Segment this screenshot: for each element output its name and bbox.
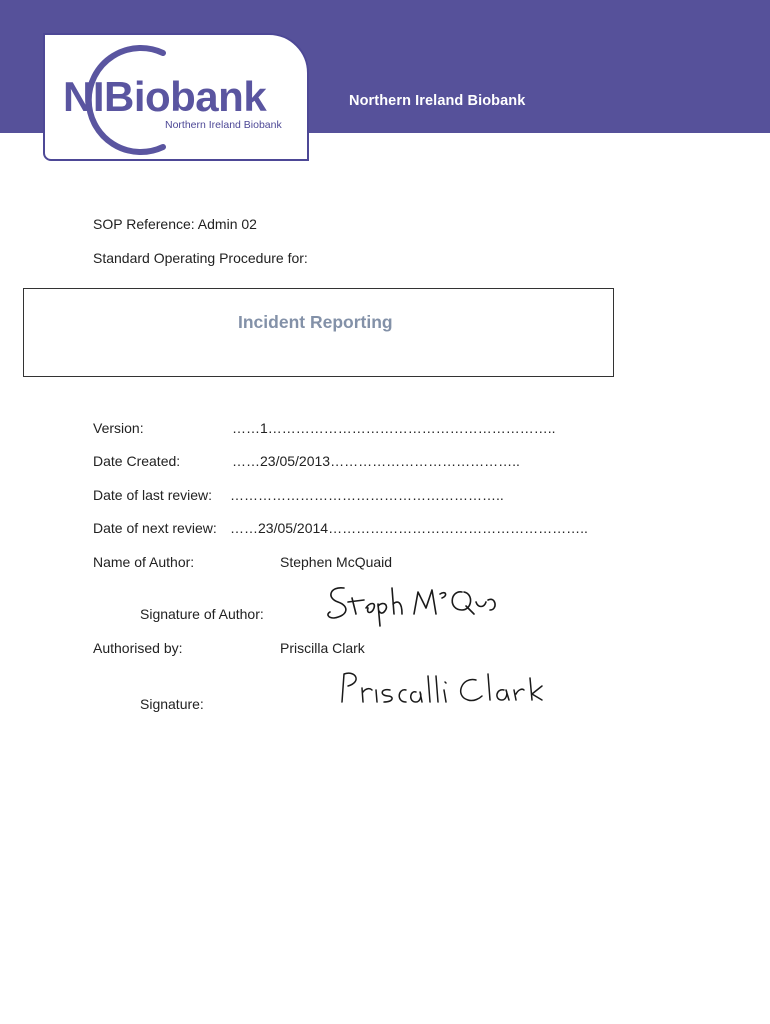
logo [43,33,309,161]
procedure-title: Incident Reporting [238,312,393,332]
next-review-value: ……23/05/2014……………………………………………….. [230,520,588,536]
author-signature-icon [322,580,497,630]
logo-subtitle: Northern Ireland Biobank [165,119,282,131]
procedure-label: Standard Operating Procedure for: [93,250,308,266]
date-created-value: ……23/05/2013………………………………….. [232,453,520,469]
authorised-label: Authorised by: [93,640,183,656]
author-label: Name of Author: [93,554,195,570]
logo-wordmark: NIBiobank [63,73,267,120]
author-signature-label: Signature of Author: [140,606,264,622]
author-name: Stephen McQuaid [280,554,393,570]
version-value: ……1…………………………………………………….. [232,420,556,436]
authoriser-signature-icon [336,668,546,713]
last-review-label: Date of last review: [93,487,213,503]
next-review-label: Date of next review: [93,520,217,536]
version-label: Version: [93,420,144,436]
signature-label: Signature: [140,696,204,712]
header-org-name: Northern Ireland Biobank [349,93,526,109]
sop-reference: SOP Reference: Admin 02 [93,216,257,232]
authorised-name: Priscilla Clark [280,640,365,656]
date-created-label: Date Created: [93,453,181,469]
last-review-value: ………………………………………………….. [230,487,504,503]
